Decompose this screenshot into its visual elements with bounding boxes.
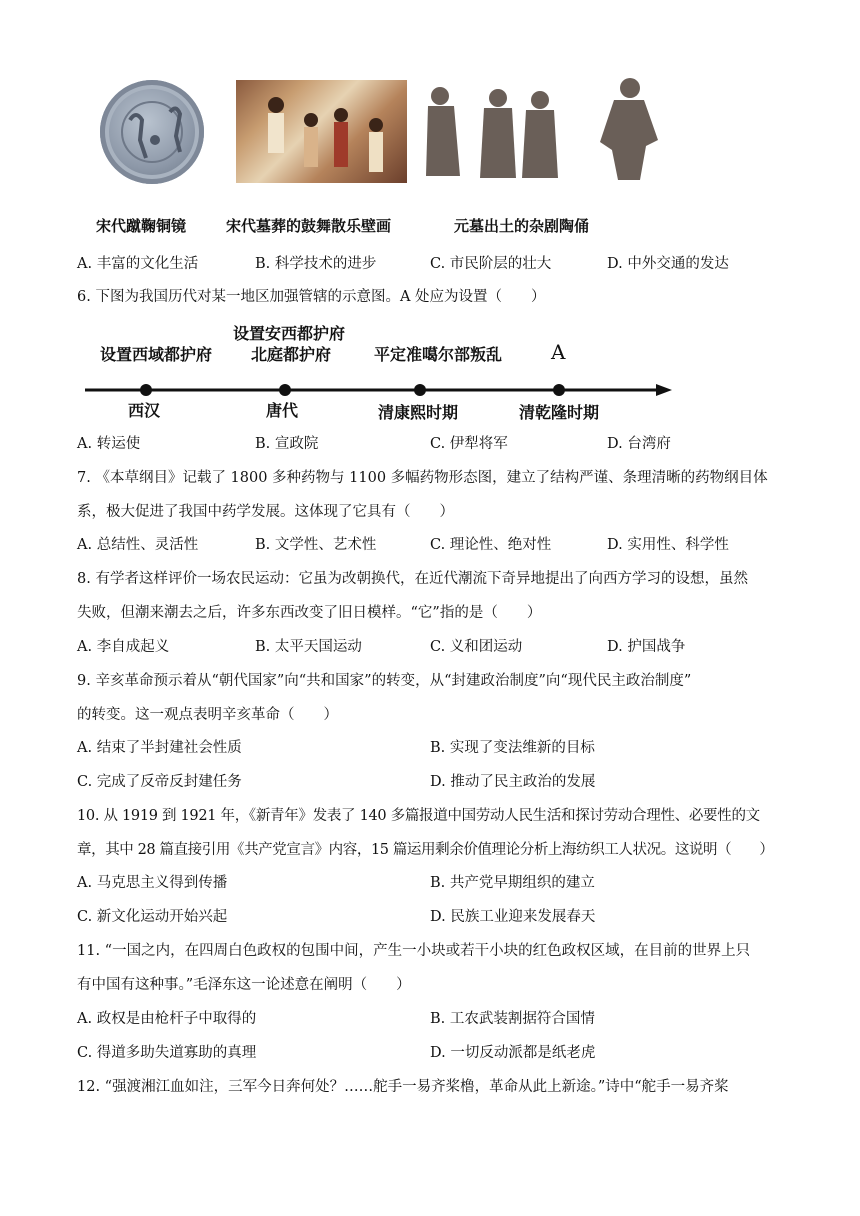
- q11-stem-line1: 11. “一国之内，在四周白色政权的包围中间，产生一小块或若干小块的红色政权区域，在目前的世界上只: [77, 943, 751, 959]
- q6-option-a[interactable]: A. 转运使: [77, 436, 141, 452]
- timeline-event-1-bottom: 西汉: [128, 401, 161, 420]
- q6-option-b[interactable]: B. 宣政院: [255, 436, 319, 452]
- image-caption-mural: 宋代墓葬的鼓舞散乐壁画: [226, 217, 392, 235]
- song-cuju-bronze-mirror-image: [100, 80, 204, 184]
- q11-option-a[interactable]: A. 政权是由枪杆子中取得的: [77, 1011, 257, 1027]
- q5-option-c[interactable]: C. 市民阶层的壮大: [430, 256, 552, 272]
- timeline-event-2-bottom: 唐代: [266, 401, 299, 420]
- q7-option-a[interactable]: A. 总结性、灵活性: [77, 537, 199, 553]
- q9-stem-line2: 的转变。这一观点表明辛亥革命（ ）: [77, 707, 338, 723]
- q7-stem-line2: 系，极大促进了我国中药学发展。这体现了它具有（ ）: [77, 504, 454, 520]
- q6-stem: 6. 下图为我国历代对某一地区加强管辖的示意图。A 处应为设置（ ）: [77, 289, 546, 305]
- q11-stem-line2: 有中国有这种事。”毛泽东这一论述意在阐明（ ）: [77, 977, 411, 993]
- q8-option-b[interactable]: B. 太平天国运动: [255, 639, 362, 655]
- q6-option-c[interactable]: C. 伊犁将军: [430, 436, 508, 452]
- q8-stem-line1: 8. 有学者这样评价一场农民运动：它虽为改朝换代，在近代潮流下奇异地提出了向西方学习的设想，虽然: [77, 571, 748, 587]
- q10-option-d[interactable]: D. 民族工业迎来发展春天: [430, 909, 596, 925]
- q9-option-c[interactable]: C. 完成了反帝反封建任务: [77, 774, 242, 790]
- q10-option-c[interactable]: C. 新文化运动开始兴起: [77, 909, 228, 925]
- timeline-event-2-top2: 北庭都护府: [251, 345, 332, 364]
- q6-option-d[interactable]: D. 台湾府: [607, 436, 671, 452]
- image-caption-figurines: 元墓出土的杂剧陶俑: [454, 217, 590, 235]
- image-caption-mirror: 宋代蹴鞠铜镜: [96, 217, 187, 235]
- q10-stem-line1: 10. 从 1919 到 1921 年，《新青年》发表了 140 多篇报道中国劳动人民生活和探讨劳动合理性、必要性的文: [77, 808, 760, 824]
- q7-option-b[interactable]: B. 文学性、艺术性: [255, 537, 377, 553]
- q8-stem-line2: 失败，但潮来潮去之后，许多东西改变了旧日模样。“它”指的是（ ）: [77, 605, 542, 621]
- q9-option-b[interactable]: B. 实现了变法维新的目标: [430, 740, 595, 756]
- timeline-event-2-top: 设置安西都护府: [233, 324, 346, 343]
- q7-option-d[interactable]: D. 实用性、科学性: [607, 537, 729, 553]
- q10-option-a[interactable]: A. 马克思主义得到传播: [77, 875, 228, 891]
- timeline-event-1-top: 设置西域都护府: [100, 345, 213, 364]
- timeline-event-4-top: A: [551, 340, 566, 364]
- q10-stem-line2: 章，其中 28 篇直接引用《共产党宣言》内容，15 篇运用剩余价值理论分析上海纺织工人状况。这说明（ ）: [77, 842, 774, 858]
- yuan-zaju-pottery-figurines-image: [418, 74, 672, 186]
- q12-stem-line1: 12. “强渡湘江血如注，三军今日奔何处？……舵手一易齐桨橹，革命从此上新途。”诗中“舵手一易齐桨: [77, 1079, 729, 1095]
- q9-option-d[interactable]: D. 推动了民主政治的发展: [430, 774, 596, 790]
- song-tomb-music-mural-image: [236, 80, 407, 183]
- q5-option-d[interactable]: D. 中外交通的发达: [607, 256, 729, 272]
- q5-option-b[interactable]: B. 科学技术的进步: [255, 256, 377, 272]
- q9-option-a[interactable]: A. 结束了半封建社会性质: [77, 740, 242, 756]
- timeline-event-3-top: 平定准噶尔部叛乱: [374, 345, 503, 364]
- q8-option-d[interactable]: D. 护国战争: [607, 639, 686, 655]
- q10-option-b[interactable]: B. 共产党早期组织的建立: [430, 875, 595, 891]
- q5-option-a[interactable]: A. 丰富的文化生活: [77, 256, 199, 272]
- q7-stem-line1: 7. 《本草纲目》记载了 1800 多种药物与 1100 多幅药物形态图，建立了结构严谨、条理清晰的药物纲目体: [77, 470, 768, 486]
- q8-option-c[interactable]: C. 义和团运动: [430, 639, 523, 655]
- timeline-event-3-bottom: 清康熙时期: [378, 403, 459, 422]
- q11-option-c[interactable]: C. 得道多助失道寡助的真理: [77, 1045, 257, 1061]
- q9-stem-line1: 9. 辛亥革命预示着从“朝代国家”向“共和国家”的转变，从“封建政治制度”向“现代民主政治制度”: [77, 673, 692, 689]
- q7-option-c[interactable]: C. 理论性、绝对性: [430, 537, 552, 553]
- q11-option-d[interactable]: D. 一切反动派都是纸老虎: [430, 1045, 596, 1061]
- q8-option-a[interactable]: A. 李自成起义: [77, 639, 170, 655]
- timeline-event-4-bottom: 清乾隆时期: [519, 403, 600, 422]
- q11-option-b[interactable]: B. 工农武装割据符合国情: [430, 1011, 595, 1027]
